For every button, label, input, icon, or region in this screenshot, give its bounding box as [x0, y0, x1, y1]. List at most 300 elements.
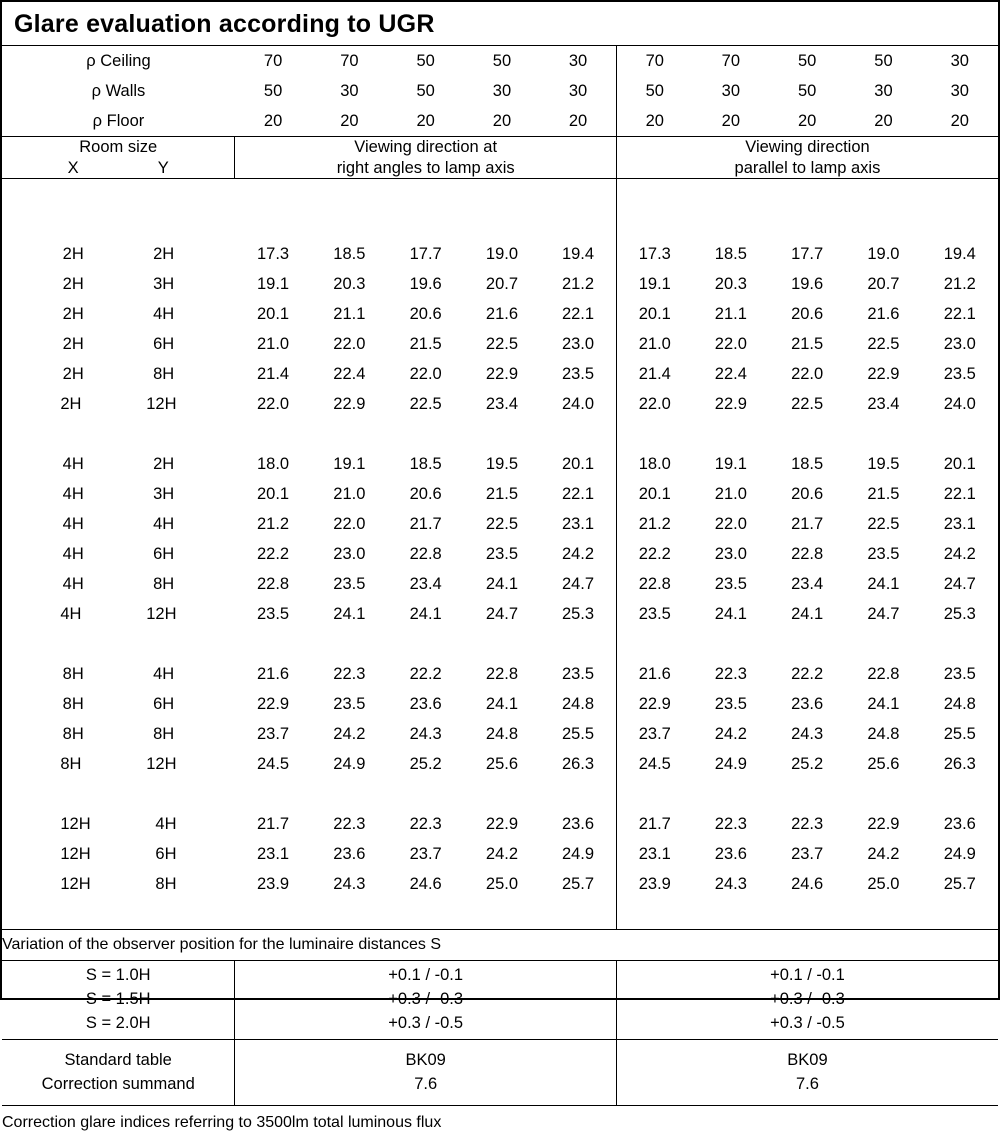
page-title: Glare evaluation according to UGR	[14, 10, 435, 38]
rho-ceiling-value: 50	[492, 51, 512, 70]
ugr-value: 22.9	[485, 814, 519, 833]
viewing-par-line2: parallel to lamp axis	[734, 158, 881, 177]
ugr-value: 21.5	[485, 484, 519, 503]
ugr-value: 23.9	[257, 874, 290, 893]
ugr-value: 23.1	[257, 844, 290, 863]
ugr-value: 23.1	[616, 839, 692, 869]
ugr-value: 22.3	[409, 814, 442, 833]
ugr-value: 21.5	[409, 334, 442, 353]
room-size-xy	[2, 749, 235, 779]
variation-labels	[2, 961, 235, 1040]
ugr-value: 24.9	[333, 754, 366, 773]
ugr-value: 22.5	[867, 334, 900, 353]
ugr-value: 17.7	[791, 244, 824, 263]
ugr-value: 23.0	[943, 334, 976, 353]
ugr-value: 22.8	[485, 664, 519, 683]
ugr-value: 26.3	[561, 754, 595, 773]
ugr-value: 22.5	[485, 334, 519, 353]
ugr-value: 21.6	[485, 304, 519, 323]
table-row	[2, 809, 998, 839]
rho-walls-value: 50	[797, 81, 817, 100]
ugr-value: 23.5	[714, 694, 747, 713]
table-row	[2, 539, 998, 569]
ugr-value: 25.6	[867, 754, 900, 773]
room-x: 4H	[62, 574, 84, 593]
table-row	[2, 359, 998, 389]
ugr-value: 22.9	[867, 364, 900, 383]
ugr-value: 22.3	[333, 814, 366, 833]
ugr-value: 22.2	[616, 539, 692, 569]
data-bottom-gap	[2, 899, 998, 930]
table-row	[2, 869, 998, 899]
ugr-value: 22.3	[333, 664, 366, 683]
ugr-value: 24.1	[485, 694, 519, 713]
ugr-value: 19.4	[943, 244, 976, 263]
gap-cell	[2, 419, 235, 449]
ugr-value: 22.9	[714, 394, 747, 413]
viewing-perp-line2: right angles to lamp axis	[336, 158, 515, 177]
ugr-value: 20.1	[257, 484, 290, 503]
rho-floor-label: ρ Floor	[92, 111, 145, 130]
room-y: 4H	[153, 514, 175, 533]
gap-cell	[2, 899, 235, 930]
group-gap	[2, 419, 998, 449]
ugr-value: 24.7	[943, 574, 976, 593]
table-row	[2, 719, 998, 749]
variation-value: +0.3 / -0.5	[388, 1014, 464, 1033]
ugr-value: 24.8	[867, 724, 900, 743]
ugr-value: 22.0	[257, 394, 290, 413]
rho-ceiling-value: 50	[874, 51, 893, 70]
ugr-value: 22.0	[616, 389, 692, 419]
room-x: 2H	[62, 244, 84, 263]
gap-cell	[235, 629, 616, 659]
ugr-value: 24.8	[561, 694, 595, 713]
ugr-value: 21.0	[714, 484, 747, 503]
room-x: 12H	[60, 874, 91, 893]
rho-walls-value: 50	[616, 76, 692, 106]
gap-cell	[2, 779, 235, 809]
ugr-value: 24.9	[943, 844, 976, 863]
room-size-y-label: Y	[157, 158, 169, 177]
rho-floor-value: 20	[721, 111, 741, 130]
standard-values-parallel	[616, 1040, 998, 1106]
ugr-value: 25.2	[791, 754, 824, 773]
ugr-value: 17.3	[257, 244, 290, 263]
ugr-value: 22.5	[485, 514, 519, 533]
table-row-variation-values	[2, 961, 998, 1040]
ugr-value: 23.7	[409, 844, 442, 863]
table-row	[2, 479, 998, 509]
viewing-direction-perpendicular-header	[235, 137, 616, 179]
variation-value: +0.3 / -0.3	[770, 990, 845, 1009]
variation-value: +0.1 / -0.1	[388, 966, 464, 985]
ugr-value: 18.0	[616, 449, 692, 479]
room-x: 4H	[62, 544, 84, 563]
ugr-value: 21.0	[333, 484, 366, 503]
ugr-value: 22.8	[791, 544, 824, 563]
rho-floor-value: 20	[950, 111, 969, 130]
ugr-table	[2, 46, 998, 1140]
gap-cell	[616, 779, 998, 809]
ugr-value: 23.0	[333, 544, 366, 563]
ugr-value: 23.5	[714, 574, 747, 593]
rho-walls-value: 30	[568, 81, 588, 100]
ugr-value: 24.1	[485, 574, 519, 593]
rho-ceiling-label: ρ Ceiling	[86, 51, 151, 70]
ugr-value: 22.2	[257, 544, 290, 563]
gap-cell	[235, 419, 616, 449]
ugr-value: 20.6	[791, 304, 824, 323]
standard-values-perpendicular	[235, 1040, 616, 1106]
room-size-xy	[2, 239, 235, 269]
ugr-value: 24.9	[714, 754, 747, 773]
rho-ceiling-value: 70	[340, 51, 359, 70]
ugr-value: 25.0	[867, 874, 900, 893]
ugr-value: 20.6	[409, 484, 442, 503]
room-size-xy	[2, 389, 235, 419]
ugr-value: 23.0	[561, 334, 595, 353]
ugr-value: 22.2	[791, 664, 824, 683]
room-x: 4H	[62, 514, 84, 533]
ugr-value: 22.9	[485, 364, 519, 383]
viewing-perp-line1: Viewing direction at	[354, 138, 498, 156]
ugr-value: 22.9	[867, 814, 900, 833]
ugr-value: 22.2	[409, 664, 442, 683]
ugr-value: 21.4	[616, 359, 692, 389]
standard-table-value: BK09	[405, 1050, 446, 1069]
rho-ceiling-value: 70	[263, 51, 283, 70]
room-y: 4H	[153, 664, 175, 683]
room-y: 12H	[146, 754, 177, 773]
gap-cell	[616, 419, 998, 449]
ugr-value: 22.0	[409, 364, 442, 383]
room-size-label: Room size	[79, 138, 158, 156]
rho-walls-value: 30	[721, 81, 741, 100]
ugr-value: 21.0	[616, 329, 692, 359]
ugr-value: 21.4	[257, 364, 290, 383]
ugr-value: 22.9	[257, 694, 290, 713]
rho-ceiling-value: 50	[416, 51, 435, 70]
room-x: 2H	[62, 364, 84, 383]
table-row	[2, 329, 998, 359]
ugr-value: 25.5	[943, 724, 976, 743]
ugr-value: 18.5	[714, 244, 747, 263]
ugr-value: 25.3	[561, 604, 595, 623]
ugr-value: 19.6	[791, 274, 824, 293]
ugr-value: 23.5	[561, 664, 595, 683]
rho-ceiling-value: 30	[950, 51, 969, 70]
room-y: 3H	[153, 274, 175, 293]
room-x: 2H	[60, 394, 82, 413]
ugr-value: 24.0	[561, 394, 595, 413]
ugr-value: 21.7	[616, 809, 692, 839]
ugr-value: 22.8	[867, 664, 900, 683]
ugr-value: 23.4	[867, 394, 900, 413]
gap-cell	[616, 629, 998, 659]
ugr-value: 22.0	[714, 514, 747, 533]
gap-cell	[235, 209, 616, 239]
table-row	[2, 659, 998, 689]
variation-label: S = 1.0H	[85, 966, 151, 985]
ugr-value: 23.5	[867, 544, 900, 563]
room-size-xy	[2, 809, 235, 839]
ugr-value: 22.1	[561, 484, 595, 503]
variation-note: Variation of the observer position for the luminaire distances S	[2, 930, 998, 961]
ugr-value: 25.7	[943, 874, 976, 893]
rho-ceiling-value: 70	[721, 51, 741, 70]
ugr-value: 21.2	[943, 274, 976, 293]
room-x: 2H	[62, 274, 84, 293]
room-y: 12H	[146, 394, 177, 413]
room-size-xy	[2, 359, 235, 389]
ugr-value: 22.5	[867, 514, 900, 533]
room-x: 8H	[60, 754, 82, 773]
ugr-value: 22.0	[333, 334, 366, 353]
ugr-value: 23.5	[485, 544, 519, 563]
ugr-value: 23.1	[561, 514, 595, 533]
room-size-xy	[2, 719, 235, 749]
ugr-value: 20.7	[485, 274, 519, 293]
gap-cell	[616, 209, 998, 239]
table-row-rho-floor	[2, 106, 998, 137]
correction-summand-value: 7.6	[414, 1074, 438, 1093]
variation-label: S = 1.5H	[85, 990, 151, 1009]
ugr-value: 19.0	[485, 244, 519, 263]
viewing-direction-parallel-header	[616, 137, 998, 179]
ugr-value: 24.1	[714, 604, 747, 623]
room-y: 8H	[153, 574, 175, 593]
room-size-xy	[2, 569, 235, 599]
ugr-value: 23.5	[616, 599, 692, 629]
group-gap	[2, 629, 998, 659]
ugr-value: 19.1	[257, 274, 290, 293]
table-row	[2, 239, 998, 269]
ugr-value: 22.4	[714, 364, 747, 383]
room-size-xy	[2, 449, 235, 479]
room-x: 8H	[62, 664, 84, 683]
rho-walls-label: ρ Walls	[91, 81, 146, 100]
ugr-value: 19.1	[616, 269, 692, 299]
ugr-value: 21.7	[409, 514, 442, 533]
ugr-value: 22.3	[714, 814, 747, 833]
table-row-rho-ceiling	[2, 46, 998, 76]
correction-summand-value: 7.6	[795, 1074, 819, 1093]
ugr-value: 24.2	[485, 844, 519, 863]
correction-summand-label: Correction summand	[41, 1074, 195, 1093]
ugr-value: 23.5	[333, 574, 366, 593]
ugr-value: 22.3	[714, 664, 747, 683]
ugr-value: 20.1	[616, 299, 692, 329]
group-gap	[2, 779, 998, 809]
room-y: 12H	[146, 604, 177, 623]
ugr-value: 23.6	[561, 814, 595, 833]
gap-cell	[616, 899, 998, 930]
room-y: 6H	[153, 334, 175, 353]
room-x: 8H	[62, 694, 84, 713]
ugr-value: 21.7	[791, 514, 824, 533]
gap-cell	[2, 209, 235, 239]
ugr-value: 23.0	[714, 544, 747, 563]
variation-value: +0.3 / -0.3	[388, 990, 464, 1009]
ugr-value: 21.1	[714, 304, 747, 323]
rho-floor-value: 20	[616, 106, 692, 137]
ugr-value: 22.0	[791, 364, 824, 383]
room-x: 12H	[60, 844, 91, 863]
table-row	[2, 689, 998, 719]
room-size-xy	[2, 539, 235, 569]
ugr-value: 23.4	[485, 394, 519, 413]
ugr-value: 23.5	[943, 364, 976, 383]
rho-floor-value: 20	[568, 111, 588, 130]
ugr-value: 24.3	[714, 874, 747, 893]
room-y: 2H	[153, 244, 175, 263]
room-x: 4H	[62, 484, 84, 503]
ugr-value: 24.3	[409, 724, 442, 743]
ugr-value: 23.6	[333, 844, 366, 863]
ugr-value: 22.1	[561, 304, 595, 323]
ugr-value: 23.9	[616, 869, 692, 899]
variation-value: +0.3 / -0.5	[770, 1014, 845, 1033]
ugr-value: 19.1	[333, 454, 366, 473]
ugr-value: 20.6	[791, 484, 824, 503]
standard-table-value: BK09	[787, 1050, 828, 1069]
rho-walls-value: 50	[416, 81, 435, 100]
ugr-value: 23.6	[714, 844, 747, 863]
ugr-value: 20.7	[867, 274, 900, 293]
room-size-xy	[2, 479, 235, 509]
ugr-value: 23.5	[333, 694, 366, 713]
ugr-value: 23.1	[943, 514, 976, 533]
ugr-value: 24.6	[409, 874, 442, 893]
data-top-gap	[2, 209, 998, 239]
table-row	[2, 839, 998, 869]
table-row	[2, 749, 998, 779]
room-x: 8H	[62, 724, 84, 743]
ugr-value: 24.0	[943, 394, 976, 413]
room-x: 4H	[62, 454, 84, 473]
room-size-xy	[2, 599, 235, 629]
ugr-value: 18.5	[333, 244, 366, 263]
ugr-value: 19.4	[561, 244, 595, 263]
ugr-value: 21.6	[257, 664, 290, 683]
table-row-column-headers	[2, 137, 998, 179]
ugr-value: 18.5	[409, 454, 442, 473]
ugr-value: 23.6	[791, 694, 824, 713]
room-size-xy	[2, 839, 235, 869]
ugr-value: 24.7	[485, 604, 519, 623]
ugr-value: 24.2	[561, 544, 595, 563]
room-size-xy	[2, 869, 235, 899]
ugr-value: 23.4	[791, 574, 824, 593]
table-row	[2, 299, 998, 329]
room-y: 6H	[153, 694, 175, 713]
ugr-value: 19.0	[867, 244, 900, 263]
ugr-value: 21.7	[257, 814, 290, 833]
room-y: 6H	[155, 844, 177, 863]
spacer-cell	[2, 179, 235, 210]
rho-floor-value: 20	[340, 111, 359, 130]
variation-values-parallel	[616, 961, 998, 1040]
ugr-value: 24.6	[791, 874, 824, 893]
room-size-x-label: X	[67, 158, 79, 177]
ugr-value: 24.1	[409, 604, 442, 623]
ugr-value: 21.2	[616, 509, 692, 539]
ugr-value: 20.6	[409, 304, 442, 323]
rho-floor-value: 20	[797, 111, 817, 130]
ugr-value: 23.6	[409, 694, 442, 713]
ugr-value: 24.7	[867, 604, 900, 623]
rho-floor-value: 20	[416, 111, 435, 130]
table-row	[2, 269, 998, 299]
rho-floor-value: 20	[263, 111, 283, 130]
ugr-value: 22.5	[791, 394, 824, 413]
ugr-value: 22.1	[943, 304, 976, 323]
ugr-value: 20.1	[616, 479, 692, 509]
ugr-value: 20.3	[714, 274, 747, 293]
ugr-value: 21.0	[257, 334, 290, 353]
room-size-xy	[2, 299, 235, 329]
table-row	[2, 389, 998, 419]
ugr-value: 24.3	[791, 724, 824, 743]
ugr-value: 24.8	[485, 724, 519, 743]
ugr-value: 23.5	[943, 664, 976, 683]
ugr-value: 21.5	[867, 484, 900, 503]
ugr-value: 21.2	[257, 514, 290, 533]
ugr-value: 21.6	[616, 659, 692, 689]
ugr-value: 23.5	[257, 604, 290, 623]
ugr-value: 25.3	[943, 604, 976, 623]
ugr-value: 20.1	[561, 454, 595, 473]
ugr-value: 25.6	[485, 754, 519, 773]
standard-labels	[2, 1040, 235, 1106]
rho-floor-value: 20	[874, 111, 893, 130]
room-size-xy	[2, 689, 235, 719]
rho-ceiling-value: 30	[568, 51, 588, 70]
ugr-value: 24.2	[943, 544, 976, 563]
ugr-value: 25.5	[561, 724, 595, 743]
ugr-value: 19.1	[714, 454, 747, 473]
rho-walls-value: 30	[340, 81, 359, 100]
rho-floor-value: 20	[492, 111, 512, 130]
ugr-value: 25.7	[561, 874, 595, 893]
ugr-value: 22.8	[257, 574, 290, 593]
ugr-value: 23.7	[791, 844, 824, 863]
ugr-value: 24.2	[867, 844, 900, 863]
room-y: 3H	[153, 484, 175, 503]
ugr-value: 18.5	[791, 454, 824, 473]
table-row	[2, 509, 998, 539]
ugr-value: 24.1	[867, 574, 900, 593]
ugr-value: 22.9	[616, 689, 692, 719]
room-x: 2H	[62, 334, 84, 353]
ugr-value: 24.5	[257, 754, 290, 773]
ugr-value: 24.3	[333, 874, 366, 893]
ugr-value: 24.2	[333, 724, 366, 743]
ugr-value: 24.8	[943, 694, 976, 713]
ugr-value: 22.8	[409, 544, 442, 563]
rho-ceiling-value: 50	[797, 51, 817, 70]
ugr-value: 24.1	[791, 604, 824, 623]
spacer-cell	[235, 179, 616, 210]
viewing-par-line1: Viewing direction	[745, 138, 870, 156]
room-size-xy	[2, 329, 235, 359]
ugr-value: 23.4	[409, 574, 442, 593]
ugr-value: 22.3	[791, 814, 824, 833]
ugr-value: 21.6	[867, 304, 900, 323]
ugr-value: 25.0	[485, 874, 519, 893]
gap-cell	[2, 629, 235, 659]
